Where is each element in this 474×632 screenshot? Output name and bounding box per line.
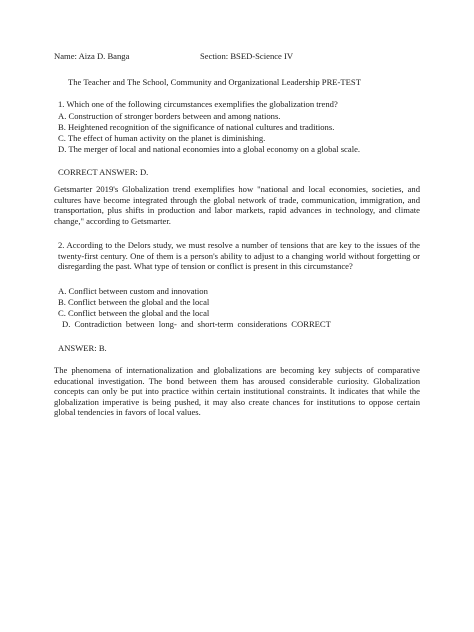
q1-option-d: D. The merger of local and national economies into a global economy on a global scale. [58, 144, 361, 154]
q2-option-a: A. Conflict between custom and innovation [58, 286, 208, 296]
q1-option-a: A. Construction of stronger borders between and among nations. [58, 111, 281, 121]
q2-option-c: C. Conflict between the global and the local [58, 308, 210, 318]
question-2: 2. According to the Delors study, we must resolve a number of tensions that are key to the issues of the twenty-first century. One of them is a person's ability to adjust to a changing world without forgetting or disregarding the past. What type of tension or conflict is present in this circumstance? [58, 240, 420, 272]
q2-answer: ANSWER: B. [58, 343, 107, 353]
q1-option-b: B. Heightened recognition of the significance of national cultures and traditions. [58, 122, 335, 132]
q2-explanation: The phenomena of internationalization and globalizations are becoming key subjects of comparative educational investigation. The bond between them has aroused considerable curiosity. Globalization concepts can only be put into practice within certain institutional constraints. It indicates that while the globalization imperative is being pushed, it may also create chances for institutions to oppose certain global tendencies in favors of local values. [54, 365, 420, 418]
q2-option-d: D. Contradiction between long- and short-term considerations CORRECT [62, 319, 331, 329]
document-title: The Teacher and The School, Community and Organizational Leadership PRE-TEST [68, 77, 361, 87]
section-label: Section: BSED-Science IV [200, 51, 294, 61]
student-name: Name: Aiza D. Banga [54, 51, 130, 61]
q2-option-b: B. Conflict between the global and the local [58, 297, 210, 307]
q1-option-c: C. The effect of human activity on the planet is diminishing. [58, 133, 266, 143]
q1-answer: CORRECT ANSWER: D. [58, 167, 149, 177]
question-1: 1. Which one of the following circumstances exemplifies the globalization trend? [58, 99, 338, 109]
q1-explanation: Getsmarter 2019's Globalization trend exemplifies how "national and local economies, societies, and cultures have become integrated through the global network of trade, communication, immigration, and transportation, plus shifts in production and labor markets, rapid advances in technology, and climate change," according to Getsmarter. [54, 184, 420, 226]
